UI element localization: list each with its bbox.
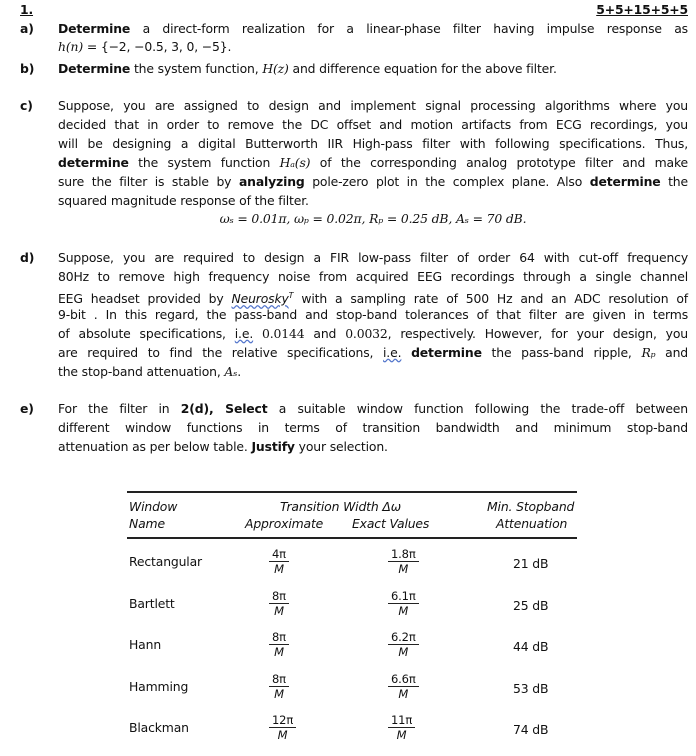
text-segment: squared magnitude response of the filter. [58, 193, 309, 208]
text-segment: i.e. [234, 326, 254, 341]
exact-numerator: 6.1π [388, 589, 419, 604]
text-segment: T [288, 291, 294, 300]
text-segment: the stop-band attenuation, [58, 364, 225, 379]
table-header [127, 493, 577, 539]
table-body [127, 539, 577, 751]
header-window: Window [129, 499, 178, 514]
approx-numerator: 8π [269, 630, 289, 645]
text-line [58, 191, 688, 210]
table-row [127, 709, 577, 751]
exact-denominator: M [398, 562, 409, 576]
table-row [127, 543, 577, 585]
text-segment: and [655, 345, 688, 360]
stopband-attenuation: 53 dB [513, 680, 549, 696]
text-segment: sure the filter is stable by [58, 174, 239, 189]
question-number [20, 0, 33, 19]
text-segment: 2(d), Select [180, 401, 268, 416]
exact-width [388, 589, 419, 618]
text-segment: analyzing [238, 174, 305, 189]
text-line [58, 19, 688, 38]
text-line [58, 399, 688, 418]
text-line [58, 59, 688, 78]
header-attenuation: Attenuation [496, 516, 568, 531]
text-segment: Suppose, you are required to design a FIR low-pass filter of order 64 with cut-off frequency [58, 250, 688, 265]
text-line [58, 267, 688, 286]
text-segment: attenuation as per below table. [58, 439, 252, 454]
text-segment: with a sampling rate of 500 Hz and an ADC resolution of [293, 291, 688, 307]
table-row [127, 668, 577, 710]
exact-numerator: 1.8π [388, 547, 419, 562]
text-line [58, 134, 688, 153]
window-name: Rectangular [129, 554, 202, 569]
approx-width [269, 589, 289, 618]
part-label: a) [20, 21, 34, 36]
approx-width [269, 713, 296, 742]
approx-denominator: M [274, 645, 284, 659]
exact-denominator: M [396, 728, 407, 742]
text-segment: Neurosky [231, 291, 289, 307]
text-line [58, 324, 688, 343]
approx-numerator: 4π [269, 547, 289, 562]
marks-text: 5+5+15+5+5 [596, 2, 688, 17]
part-label: b) [20, 61, 35, 76]
header-approximate: Approximate [245, 516, 324, 531]
text-segment: = {−2, −0.5, 3, 0, −5}. [83, 39, 232, 54]
text-line [58, 362, 688, 381]
exact-denominator: M [398, 603, 409, 618]
header-transition: Transition Width Δω [280, 499, 401, 514]
text-segment: Determine [58, 21, 131, 36]
header-exact: Exact Values [352, 516, 430, 531]
text-line [58, 115, 688, 134]
exact-width [388, 672, 419, 701]
text-segment: will be designing a digital Butterworth IIR High-pass filter with following specifications. Thus, [58, 136, 688, 151]
text-line [58, 172, 688, 191]
approx-numerator: 8π [269, 589, 289, 604]
approx-width [269, 630, 289, 659]
approx-denominator: M [274, 686, 284, 701]
text-segment: , respectively. However, for your design, you [387, 326, 688, 341]
part-label: e) [20, 401, 34, 416]
text-line [58, 37, 688, 56]
text-segment: 0.0032 [345, 326, 388, 341]
exact-numerator: 6.6π [388, 672, 419, 687]
text-segment: Aₛ [224, 364, 238, 379]
header-stopband: Min. Stopband [487, 499, 575, 514]
exact-denominator: M [398, 686, 409, 701]
stopband-attenuation: 74 dB [513, 722, 549, 737]
window-name: Hann [129, 637, 162, 652]
text-line [58, 418, 688, 437]
text-segment: Suppose, you are assigned to design and implement signal processing algorithms where you [58, 98, 688, 113]
text-segment: Hₐ(s) [279, 155, 311, 170]
text-segment: the pass-band ripple, [481, 345, 642, 360]
stopband-attenuation: 25 dB [513, 597, 549, 613]
marks-distribution [596, 0, 688, 19]
text-segment: 80Hz to remove high frequency noise from acquired EEG recordings through a single channel [58, 269, 688, 284]
text-segment: 0.0144 [253, 326, 305, 341]
table-row [127, 626, 577, 668]
window-name: Blackman [129, 720, 189, 735]
text-segment: . [237, 364, 242, 379]
text-segment: 9-bit . In this regard, the pass-band and stop-band tolerances of that filter are given in terms [58, 307, 688, 322]
text-segment: a suitable window function following the trade-off between [267, 401, 688, 416]
approx-denominator: M [274, 562, 284, 576]
window-function-table [127, 491, 577, 751]
text-segment: pole-zero plot in the complex plane. Also [304, 174, 590, 189]
text-segment: of the corresponding analog prototype filter and make [310, 155, 688, 170]
exact-width [388, 630, 419, 659]
text-segment: the system function [128, 155, 280, 170]
part-label: c) [20, 98, 33, 113]
text-line [58, 248, 688, 267]
text-segment: Rₚ [641, 345, 656, 360]
exact-width [388, 547, 419, 576]
text-segment: For the filter in [58, 401, 181, 416]
text-segment: of absolute specifications, [58, 326, 235, 341]
stopband-attenuation: 44 dB [513, 639, 549, 654]
text-segment: your selection. [294, 439, 388, 454]
text-segment: determine [58, 155, 129, 170]
approx-width [269, 672, 289, 701]
text-segment: the system function, [130, 61, 263, 76]
text-segment [401, 345, 411, 360]
exact-denominator: M [398, 645, 409, 659]
approx-numerator: 8π [269, 672, 289, 687]
exact-numerator: 6.2π [388, 630, 419, 645]
text-segment: determine [411, 345, 482, 360]
exact-numerator: 11π [388, 713, 415, 728]
approx-numerator: 12π [269, 713, 296, 728]
text-segment: Determine [58, 61, 131, 76]
text-segment: EEG headset provided by [58, 291, 232, 307]
text-segment: are required to find the relative specifications, [58, 345, 384, 360]
text-segment: the [660, 174, 688, 189]
text-line [58, 96, 688, 115]
window-name: Bartlett [129, 595, 175, 611]
question-number-text: 1. [20, 2, 34, 17]
text-segment: H(z) [262, 61, 289, 76]
header-name: Name [129, 516, 165, 531]
text-segment: different window functions in terms of transition bandwidth and minimum stop-band [58, 420, 688, 435]
spec-text: ωₛ = 0.01π, ωₚ = 0.02π, Rₚ = 0.25 dB, Aₛ = 70 dB. [219, 211, 527, 226]
exact-width [388, 713, 415, 742]
text-segment: i.e. [383, 345, 402, 360]
filter-specifications [58, 209, 688, 228]
part-label: d) [20, 250, 35, 265]
text-segment: and [304, 326, 346, 341]
text-segment: determine [589, 174, 661, 189]
text-segment: a direct-form realization for a linear-phase filter having impulse response as [130, 21, 688, 36]
window-name: Hamming [129, 678, 189, 694]
text-segment: and difference equation for the above filter. [288, 61, 557, 76]
table-row [127, 585, 577, 627]
text-line [58, 153, 688, 172]
approx-denominator: M [277, 728, 288, 742]
approx-denominator: M [274, 603, 284, 618]
approx-width [269, 547, 289, 576]
text-line [58, 437, 688, 456]
stopband-attenuation: 21 dB [513, 556, 549, 571]
text-line [58, 305, 688, 324]
text-segment: h(n) [58, 39, 84, 54]
text-line [58, 343, 688, 362]
text-segment: Justify [251, 439, 295, 454]
text-segment: decided that in order to remove the DC offset and motion artifacts from ECG recordings, you [58, 117, 688, 132]
